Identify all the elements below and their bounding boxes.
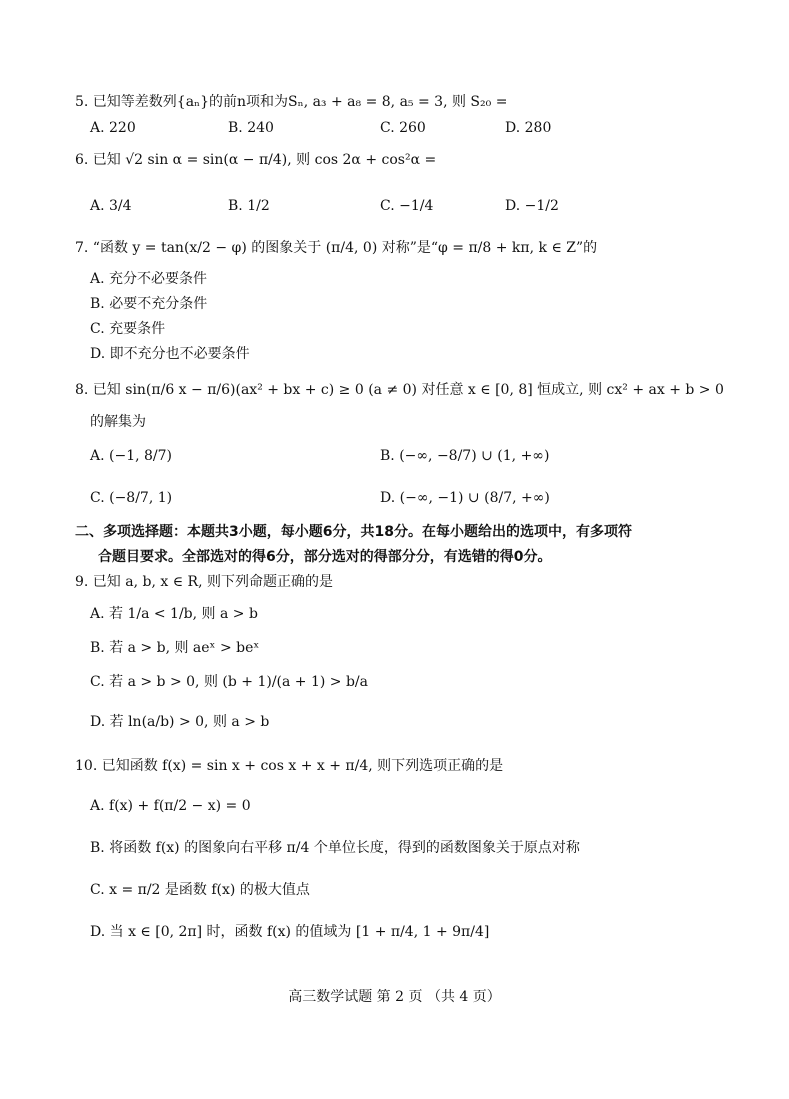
q9-option-c: C. 若 a > b > 0, 则 (b + 1)/(a + 1) > b/a: [90, 674, 368, 690]
q9-option-a: A. 若 1/a < 1/b, 则 a > b: [90, 606, 258, 622]
q8-option-b: B. (−∞, −8/7) ∪ (1, +∞): [380, 448, 550, 464]
q10-option-d: D. 当 x ∈ [0, 2π] 时，函数 f(x) 的值域为 [1 + π/4, 1 + 9π/4]: [90, 924, 490, 940]
q8-option-a: A. (−1, 8/7): [90, 448, 173, 464]
page-footer: 高三数学试题 第 2 页 （共 4 页）: [288, 989, 501, 1005]
section-2-header-line-1: 二、多项选择题：本题共3小题，每小题6分，共18分。在每小题给出的选项中，有多项符: [75, 524, 632, 540]
q9-stem: 9. 已知 a, b, x ∈ R, 则下列命题正确的是: [75, 574, 333, 590]
q9-option-d: D. 若 ln(a/b) > 0, 则 a > b: [90, 714, 270, 730]
q6-option-d: D. −1/2: [505, 198, 559, 214]
q7-stem: 7. “函数 y = tan(x/2 − φ) 的图象关于 (π/4, 0) 对称”是“φ = π/8 + kπ, k ∈ Z”的: [75, 240, 598, 256]
q7-option-a: A. 充分不必要条件: [90, 271, 208, 287]
q6-option-a: A. 3/4: [90, 198, 132, 214]
q5-option-c: C. 260: [380, 120, 426, 136]
q9-option-b: B. 若 a > b, 则 aeˣ > beˣ: [90, 640, 260, 656]
q5-option-b: B. 240: [228, 120, 274, 136]
q10-stem: 10. 已知函数 f(x) = sin x + cos x + x + π/4, 则下列选项正确的是: [75, 758, 504, 774]
q6-stem: 6. 已知 √2 sin α = sin(α − π/4), 则 cos 2α + cos²α =: [75, 152, 437, 168]
section-2-header-line-2: 合题目要求。全部选对的得6分，部分选对的得部分分，有选错的得0分。: [98, 549, 552, 565]
q5-option-a: A. 220: [90, 120, 136, 136]
q8-option-d: D. (−∞, −1) ∪ (8/7, +∞): [380, 490, 550, 506]
q7-option-d: D. 即不充分也不必要条件: [90, 346, 250, 362]
q8-option-c: C. (−8/7, 1): [90, 490, 173, 506]
q8-stem: 8. 已知 sin(π/6 x − π/6)(ax² + bx + c) ≥ 0 (a ≠ 0) 对任意 x ∈ [0, 8] 恒成立, 则 cx² + ax + b > 0: [75, 382, 724, 398]
q8-stem-continued: 的解集为: [90, 414, 146, 430]
q10-option-c: C. x = π/2 是函数 f(x) 的极大值点: [90, 882, 310, 898]
q10-option-b: B. 将函数 f(x) 的图象向右平移 π/4 个单位长度，得到的函数图象关于原点对称: [90, 840, 580, 856]
q5-option-d: D. 280: [505, 120, 552, 136]
q6-option-c: C. −1/4: [380, 198, 434, 214]
q7-option-c: C. 充要条件: [90, 321, 166, 337]
q10-option-a: A. f(x) + f(π/2 − x) = 0: [90, 798, 251, 814]
q5-stem: 5. 已知等差数列{aₙ}的前n项和为Sₙ, a₃ + a₈ = 8, a₅ = 3, 则 S₂₀ =: [75, 94, 508, 110]
q7-option-b: B. 必要不充分条件: [90, 296, 208, 312]
q6-option-b: B. 1/2: [228, 198, 270, 214]
